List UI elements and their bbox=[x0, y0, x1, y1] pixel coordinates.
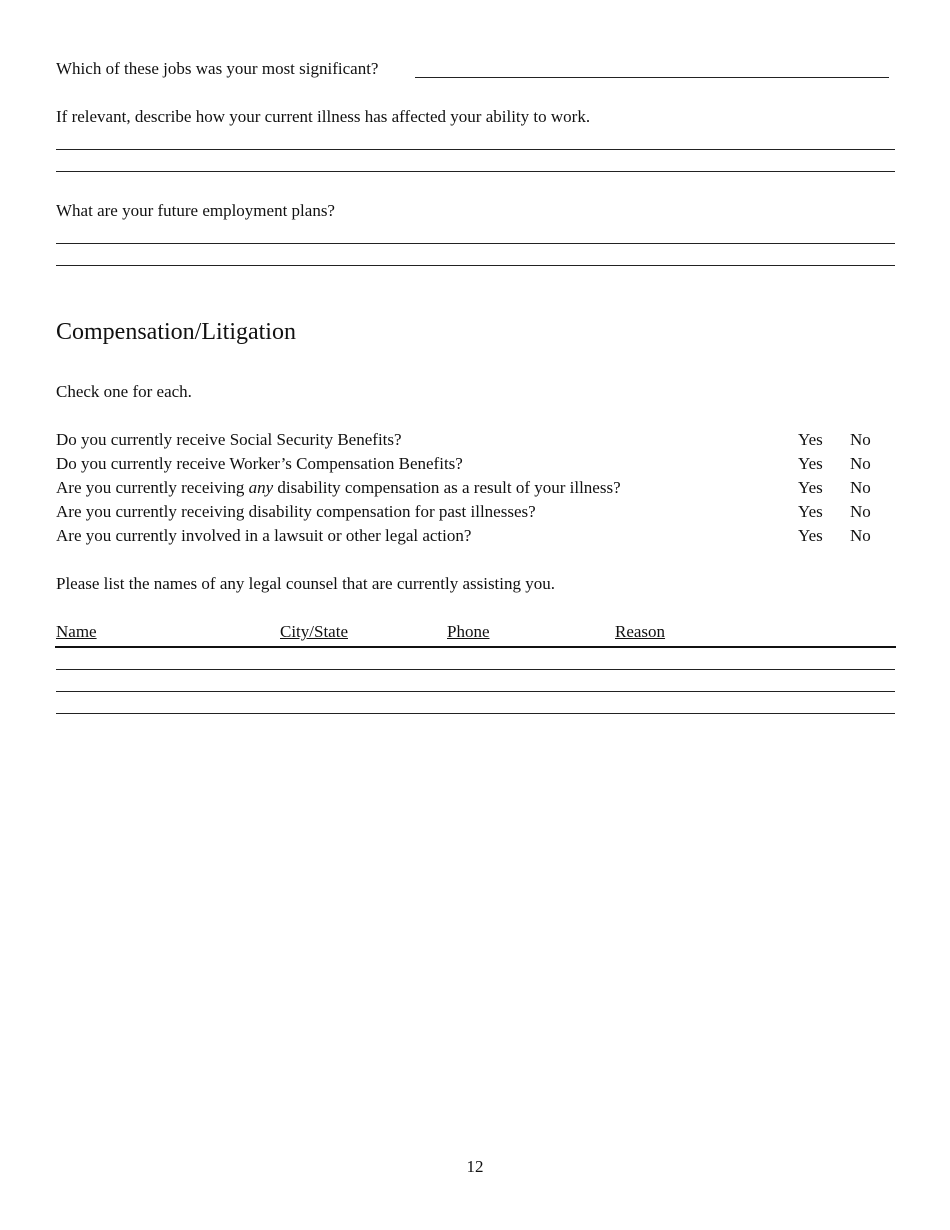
page-number: 12 bbox=[466, 1157, 484, 1176]
question-illness-effect: If relevant, describe how your current illness has affected your ability to work. bbox=[56, 107, 591, 126]
answer-line-most-significant-job[interactable] bbox=[415, 77, 889, 78]
no-option-workers-comp[interactable]: No bbox=[850, 454, 871, 473]
yes-option-social-security[interactable]: Yes bbox=[798, 430, 823, 449]
question-disability-current-illness bbox=[56, 478, 621, 498]
table-header-rule bbox=[55, 646, 896, 648]
yes-option-workers-comp[interactable]: Yes bbox=[798, 454, 823, 473]
column-header-city-state: City/State bbox=[280, 622, 348, 641]
column-header-phone: Phone bbox=[447, 622, 490, 641]
question-social-security: Do you currently receive Social Security Benefits? bbox=[56, 430, 402, 449]
answer-line-future-plans-1[interactable] bbox=[56, 243, 895, 244]
question-disability-current-illness-emphasis: any bbox=[248, 478, 274, 497]
counsel-entry-line-2[interactable] bbox=[56, 691, 895, 692]
section-heading-compensation: Compensation/Litigation bbox=[56, 319, 296, 345]
question-disability-current-illness-pre: Are you currently receiving bbox=[56, 478, 249, 497]
column-header-name: Name bbox=[56, 622, 97, 641]
column-header-reason: Reason bbox=[615, 622, 666, 641]
question-future-plans: What are your future employment plans? bbox=[56, 201, 335, 220]
answer-line-illness-effect-2[interactable] bbox=[56, 171, 895, 172]
answer-line-illness-effect-1[interactable] bbox=[56, 149, 895, 150]
answer-line-future-plans-2[interactable] bbox=[56, 265, 895, 266]
question-disability-current-illness-post: disability compensation as a result of your illness? bbox=[273, 478, 621, 497]
yes-option-disability-current-illness[interactable]: Yes bbox=[798, 478, 823, 497]
counsel-entry-line-3[interactable] bbox=[56, 713, 895, 714]
yes-option-disability-past-illnesses[interactable]: Yes bbox=[798, 502, 823, 521]
question-workers-comp: Do you currently receive Worker’s Compensation Benefits? bbox=[56, 454, 463, 473]
question-most-significant-job: Which of these jobs was your most significant? bbox=[56, 59, 379, 78]
counsel-entry-line-1[interactable] bbox=[56, 669, 895, 670]
yes-option-lawsuit[interactable]: Yes bbox=[798, 526, 823, 545]
no-option-lawsuit[interactable]: No bbox=[850, 526, 871, 545]
question-lawsuit: Are you currently involved in a lawsuit or other legal action? bbox=[56, 526, 472, 545]
counsel-prompt: Please list the names of any legal counsel that are currently assisting you. bbox=[56, 574, 556, 593]
no-option-social-security[interactable]: No bbox=[850, 430, 871, 449]
no-option-disability-current-illness[interactable]: No bbox=[850, 478, 871, 497]
question-disability-past-illnesses: Are you currently receiving disability compensation for past illnesses? bbox=[56, 502, 536, 521]
no-option-disability-past-illnesses[interactable]: No bbox=[850, 502, 871, 521]
instruction-check-one: Check one for each. bbox=[56, 382, 192, 401]
